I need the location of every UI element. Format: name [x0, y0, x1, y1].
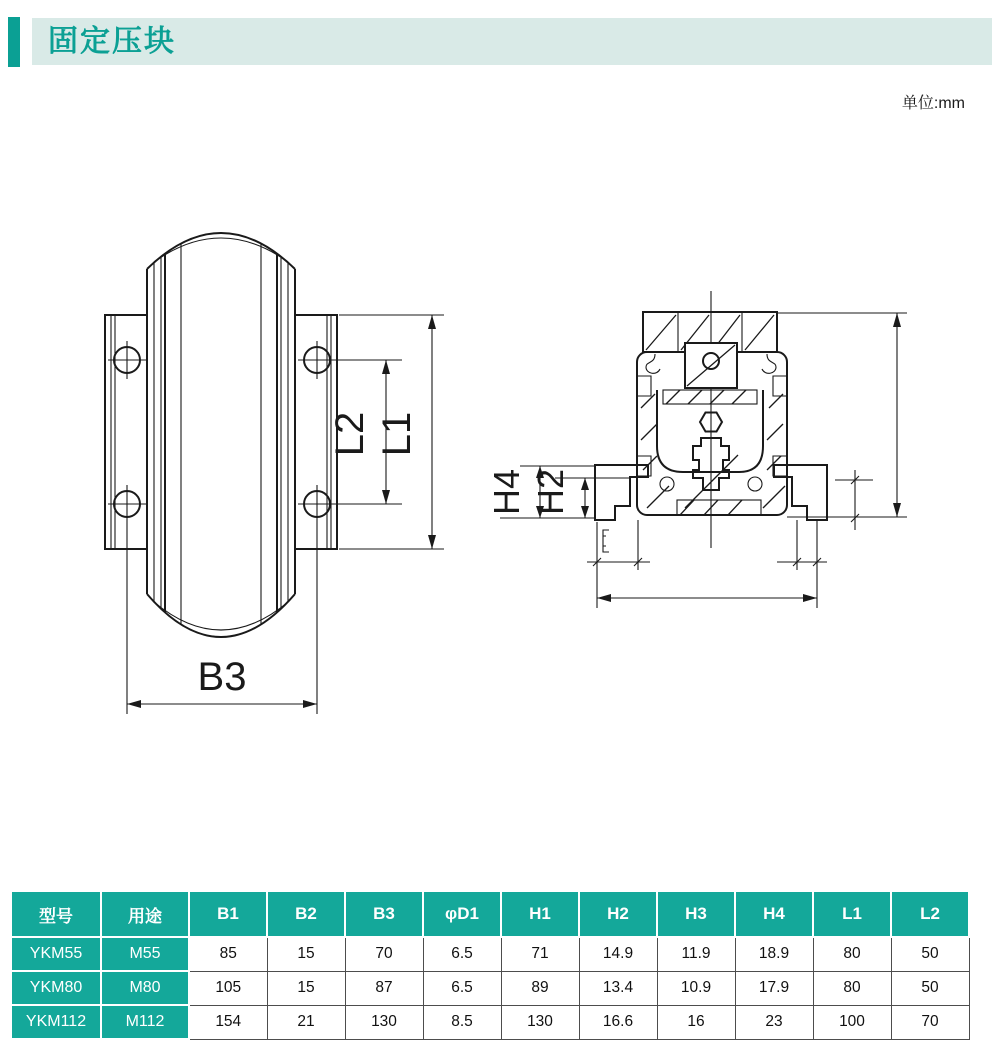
- column-header: B1: [189, 891, 267, 937]
- cell-value: 100: [813, 1005, 891, 1039]
- dimension-label-l2: L2: [328, 411, 372, 457]
- cell-value: 130: [345, 1005, 423, 1039]
- table-header-row: [11, 891, 969, 937]
- cell-value: 21: [267, 1005, 345, 1039]
- cell-value: 14.9: [579, 937, 657, 971]
- cell-value: 23: [735, 1005, 813, 1039]
- cell-value: 50: [891, 937, 969, 971]
- cell-value: 13.4: [579, 971, 657, 1005]
- cell-value: 70: [345, 937, 423, 971]
- cell-value: 87: [345, 971, 423, 1005]
- header-accent-bar: [8, 17, 20, 67]
- cell-use: M112: [101, 1005, 189, 1039]
- cell-value: 6.5: [423, 937, 501, 971]
- screw-hole: [298, 485, 336, 523]
- dimension-label-h4: H4: [486, 468, 527, 516]
- header-title-strip: [32, 18, 992, 65]
- cell-model: YKM112: [11, 1005, 101, 1039]
- dimension-label-b3: B3: [197, 655, 247, 699]
- cell-value: 85: [189, 937, 267, 971]
- cell-use: M55: [101, 937, 189, 971]
- cell-value: 10.9: [657, 971, 735, 1005]
- cell-model: YKM55: [11, 937, 101, 971]
- cell-value: 130: [501, 1005, 579, 1039]
- column-header-use: 用途: [101, 891, 189, 937]
- dimension-label-l1: L1: [375, 411, 419, 457]
- cell-model: YKM80: [11, 971, 101, 1005]
- cell-value: 105: [189, 971, 267, 1005]
- column-header: L2: [891, 891, 969, 937]
- cell-value: 89: [501, 971, 579, 1005]
- cell-value: 6.5: [423, 971, 501, 1005]
- table-row: [11, 1005, 969, 1039]
- page-title: 固定压块: [48, 25, 176, 58]
- table-row: [11, 971, 969, 1005]
- screw-hole: [108, 341, 146, 379]
- cell-value: 80: [813, 971, 891, 1005]
- cell-value: 16: [657, 1005, 735, 1039]
- column-header: B2: [267, 891, 345, 937]
- screw-hole: [298, 341, 336, 379]
- column-header: H3: [657, 891, 735, 937]
- cell-value: 71: [501, 937, 579, 971]
- cell-value: 18.9: [735, 937, 813, 971]
- column-header: B3: [345, 891, 423, 937]
- cell-value: 15: [267, 937, 345, 971]
- dimension-label-h2: H2: [530, 468, 571, 516]
- spec-table: [10, 890, 970, 1040]
- cell-value: 16.6: [579, 1005, 657, 1039]
- section-view-drawing: [486, 278, 975, 630]
- column-header-model: 型号: [11, 891, 101, 937]
- cell-use: M80: [101, 971, 189, 1005]
- column-header: H1: [501, 891, 579, 937]
- column-header: φD1: [423, 891, 501, 937]
- unit-label: 单位:mm: [901, 95, 965, 112]
- cell-value: 154: [189, 1005, 267, 1039]
- cell-value: 15: [267, 971, 345, 1005]
- front-view-drawing: [90, 222, 450, 727]
- cell-value: 11.9: [657, 937, 735, 971]
- column-header: H4: [735, 891, 813, 937]
- cell-value: 17.9: [735, 971, 813, 1005]
- cell-value: 80: [813, 937, 891, 971]
- cell-value: 8.5: [423, 1005, 501, 1039]
- screw-hole: [108, 485, 146, 523]
- column-header: H2: [579, 891, 657, 937]
- table-row: [11, 937, 969, 971]
- cell-value: 70: [891, 1005, 969, 1039]
- column-header: L1: [813, 891, 891, 937]
- cell-value: 50: [891, 971, 969, 1005]
